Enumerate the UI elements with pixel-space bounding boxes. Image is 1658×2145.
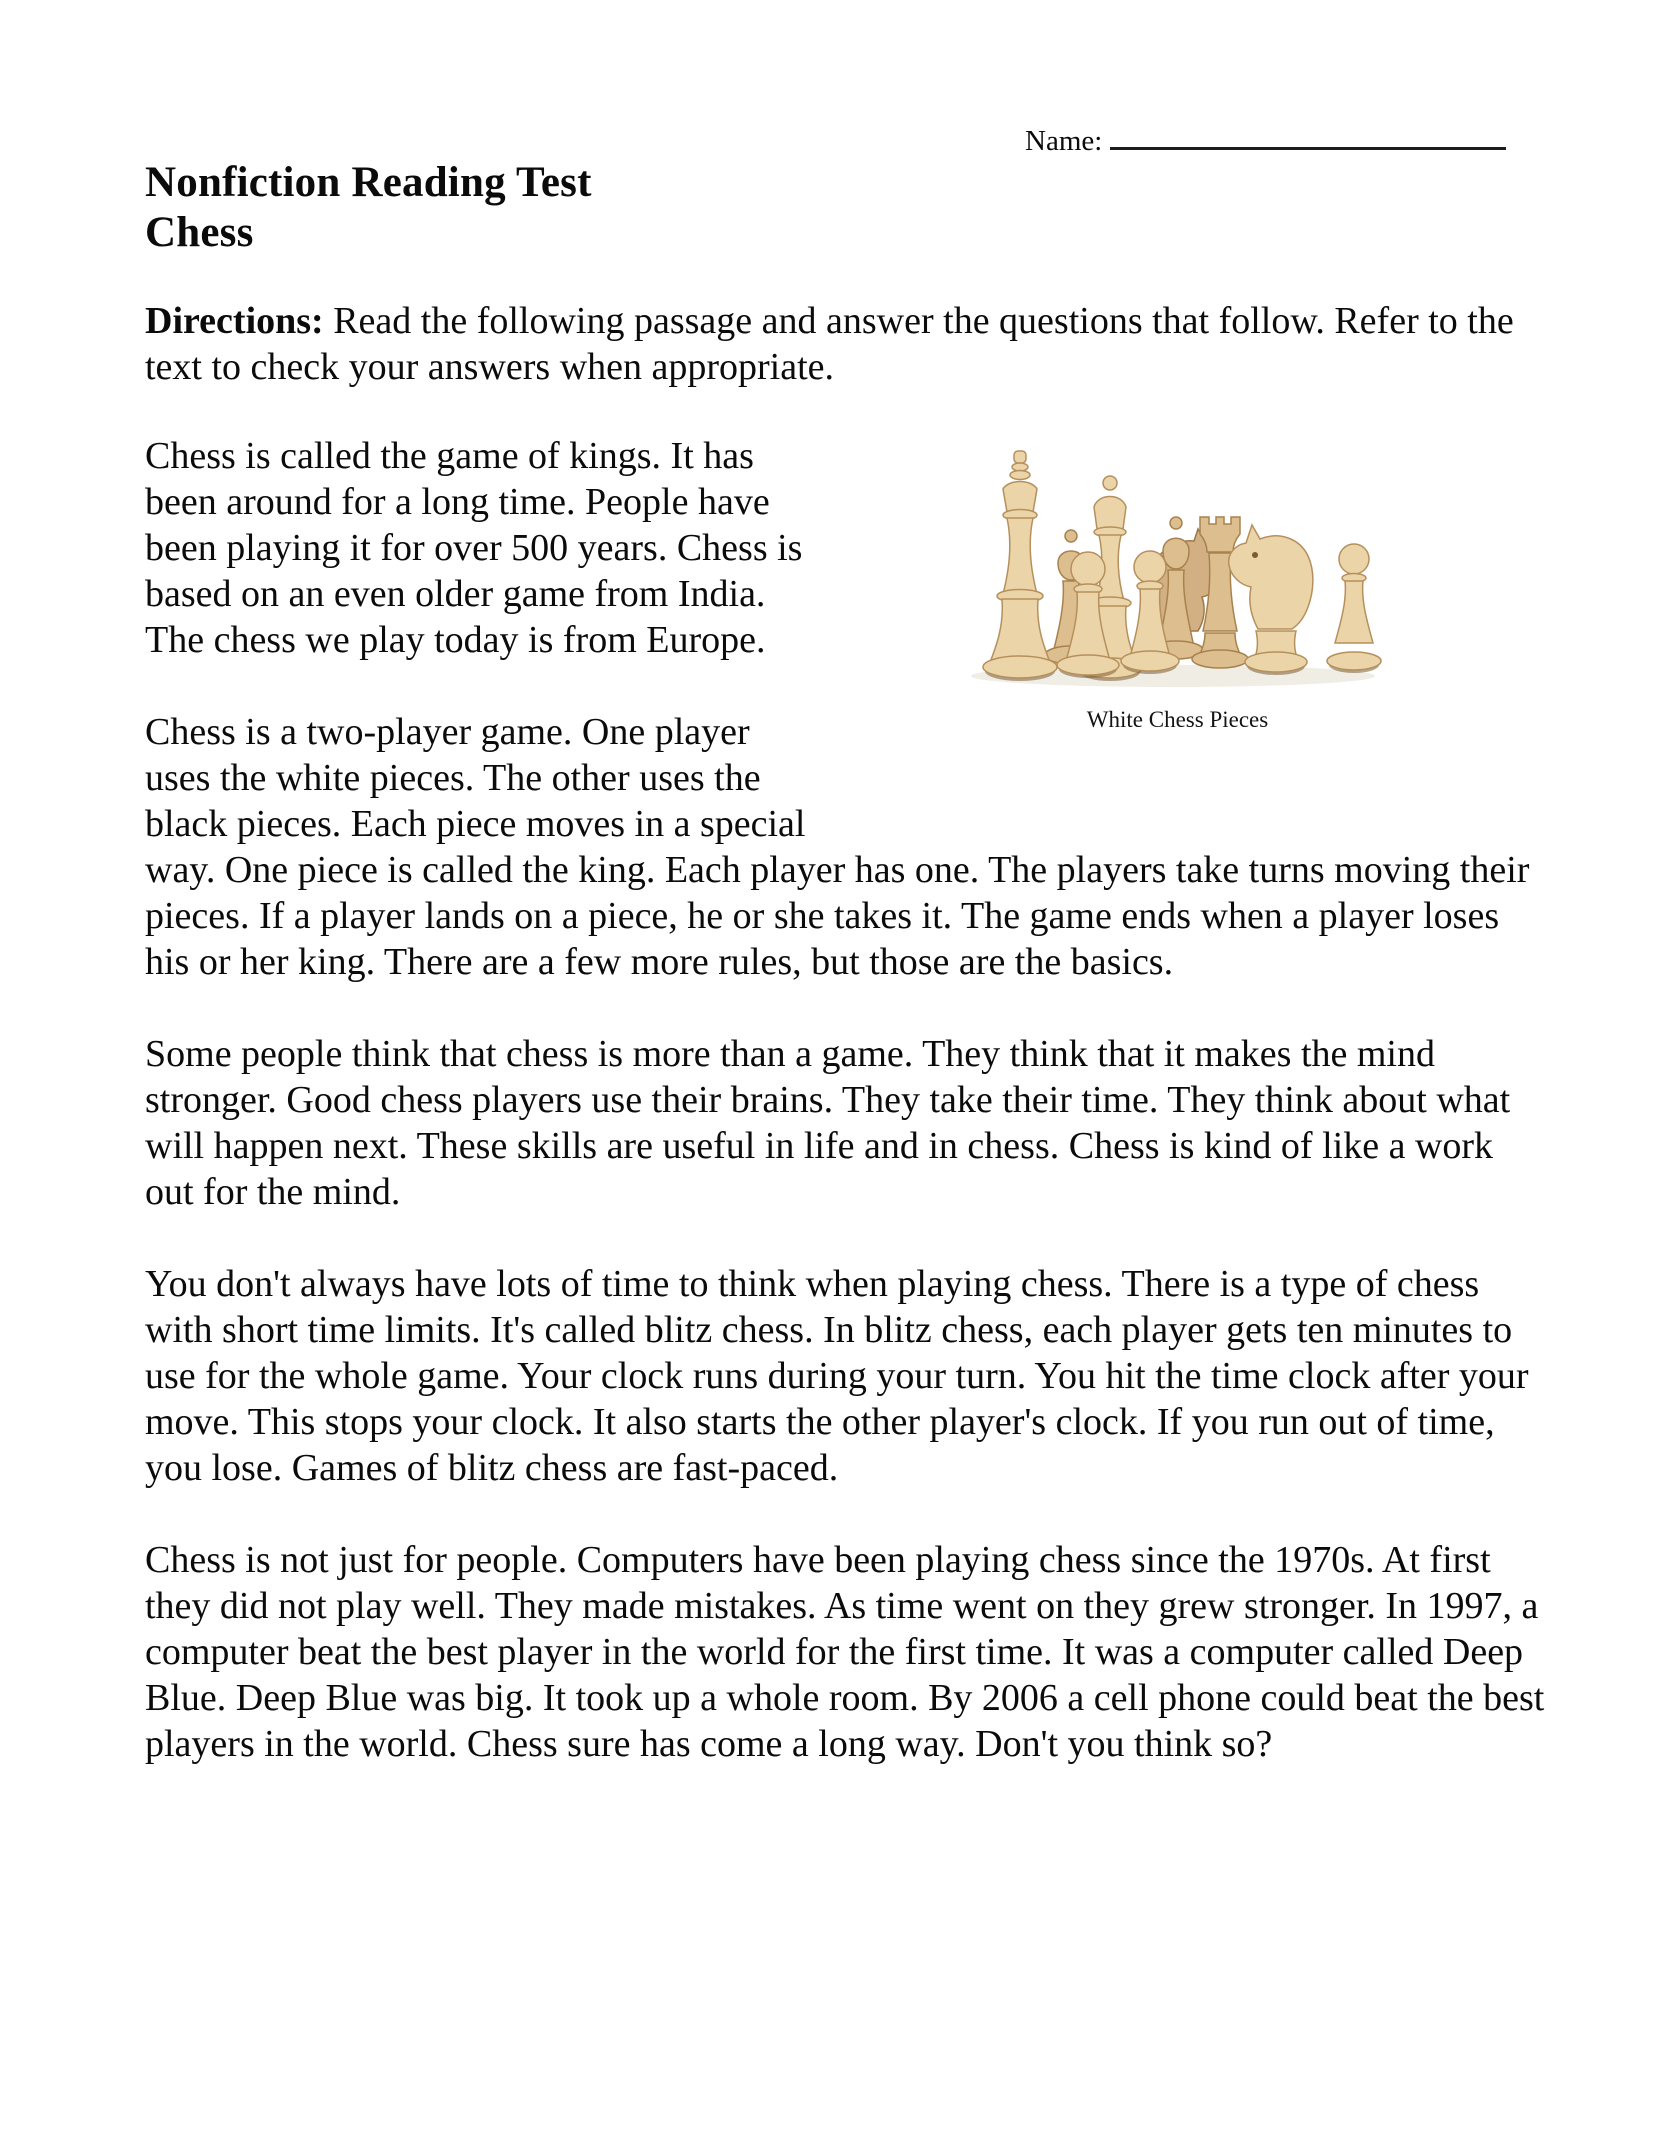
passage-paragraph-5: Chess is not just for people. Computers have been playing chess since the 1970s. At first they did not play well. They made mistakes. As time went on they grew stronger. In 1997, a computer beat the best player in the world for the first time. It was a computer called Deep Blue. Deep Blue was big. It took up a whole room. By 2006 a cell phone could beat the best players in the world. Chess sure has come a long way. Don't you think so? — [145, 1539, 1545, 1765]
figure-caption: White Chess Pieces — [1086, 707, 1269, 732]
directions-label: Directions: — [145, 300, 324, 342]
name-label: Name: — [1025, 125, 1103, 157]
directions-text: Read the following passage and answer the questions that follow. Refer to the text to check your answers when appropriate. — [145, 300, 1514, 388]
passage-paragraph-4: You don't always have lots of time to think when playing chess. There is a type of chess with short time limits. It's called blitz chess. In blitz chess, each player gets ten minutes to use for the whole game. Your clock runs during your turn. You hit the time clock after your move. This stops your clock. It also starts the other player's clock. If you run out of time, you lose. Games of blitz chess are fast-paced. — [145, 1263, 1529, 1489]
passage — [145, 433, 1545, 1767]
directions — [145, 298, 1545, 390]
passage-paragraph-3: Some people think that chess is more than a game. They think that it makes the mind stronger. Good chess players use their brains. They take their time. They think about what will happen next. These skills are useful in life and in chess. Chess is kind of like a work out for the mind. — [145, 1033, 1511, 1213]
white-chess-pieces-image — [958, 439, 1398, 689]
name-blank-line — [1110, 120, 1506, 150]
title-line-2: Chess — [145, 209, 254, 256]
pawn-piece — [1327, 544, 1381, 673]
name-field — [1025, 120, 1506, 158]
chess-figure — [810, 433, 1545, 734]
passage-paragraph-2: Chess is a two-player game. One player uses the white pieces. The other uses the black pieces. Each piece moves in a special way. One piece is called the king. Each player has one. The players take turns moving their pieces. If a player lands on a piece, he or she takes it. The game ends when a player loses his or her king. There are a few more rules, but those are the basics. — [145, 711, 1530, 983]
page-title — [145, 158, 1545, 258]
passage-paragraph-1: Chess is called the game of kings. It has been around for a long time. People have been playing it for over 500 years. Chess is based on an even older game from India. The chess we play today is from Europe. — [145, 435, 803, 661]
worksheet-content — [145, 158, 1545, 1813]
title-line-1: Nonfiction Reading Test — [145, 159, 592, 206]
king-piece — [983, 451, 1057, 681]
